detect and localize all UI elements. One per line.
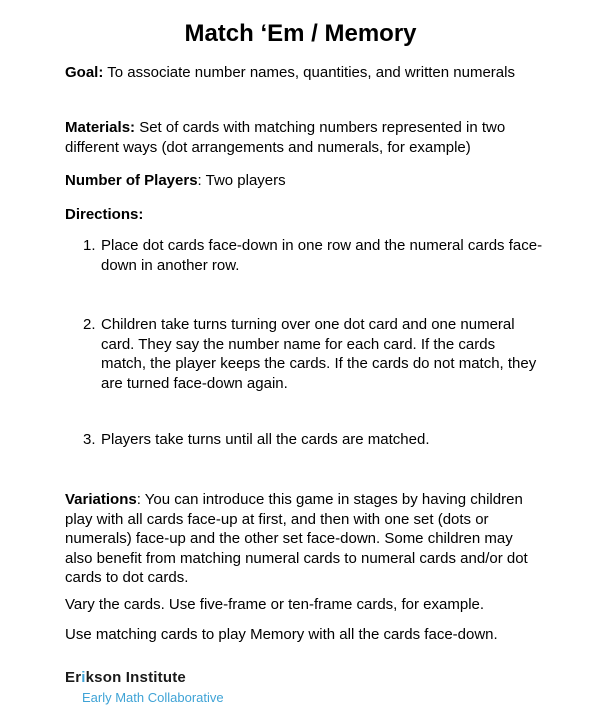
materials-paragraph bbox=[65, 118, 545, 157]
logo-name-i: i bbox=[81, 669, 86, 686]
players-label: Number of Players bbox=[65, 172, 198, 189]
materials-text: Set of cards with matching numbers represented in two different ways (dot arrangements and numerals, for example) bbox=[65, 119, 506, 156]
list-item bbox=[83, 430, 543, 450]
use-matching-paragraph: Use matching cards to play Memory with all the cards face-down. bbox=[65, 626, 498, 643]
goal-label: Goal: bbox=[65, 64, 104, 81]
variations-text: : You can introduce this game in stages by having children play with all cards face-up at first, and then with one set (dots or numerals) face-up and the other set face-down. Some children may also benefit from matching numeral cards to numeral cards and/or dot cards to dot cards. bbox=[65, 491, 528, 586]
players-paragraph bbox=[65, 171, 545, 191]
players-text: : Two players bbox=[197, 172, 286, 189]
variations-label: Variations bbox=[65, 491, 137, 508]
variations-paragraph bbox=[65, 490, 535, 588]
list-item-text: Children take turns turning over one dot card and one numeral card. They say the number name for each card. If the cards match, the player keeps the cards. If the cards do not match, they are turned face-down again. bbox=[101, 316, 537, 392]
logo-subtitle: Early Math Collaborative bbox=[82, 690, 224, 705]
list-item bbox=[83, 236, 543, 275]
materials-label: Materials: bbox=[65, 119, 136, 136]
directions-heading bbox=[65, 205, 545, 225]
list-item-number: 1. bbox=[83, 237, 96, 254]
logo-name-start: Er bbox=[65, 669, 82, 686]
goal-paragraph bbox=[65, 63, 545, 83]
directions-label: Directions: bbox=[65, 206, 144, 223]
vary-cards-paragraph: Vary the cards. Use five-frame or ten-frame cards, for example. bbox=[65, 596, 485, 613]
list-item-text: Place dot cards face-down in one row and the numeral cards face-down in another row. bbox=[101, 237, 543, 274]
goal-text: To associate number names, quantities, and written numerals bbox=[107, 64, 515, 81]
erikson-logo bbox=[65, 668, 224, 707]
logo-name-end: kson Institute bbox=[85, 669, 186, 686]
page-title: Match ‘Em / Memory bbox=[184, 20, 417, 47]
list-item-number: 3. bbox=[83, 431, 96, 448]
logo-name bbox=[65, 668, 224, 688]
list-item bbox=[83, 315, 543, 393]
list-item-number: 2. bbox=[83, 316, 96, 333]
list-item-text: Players take turns until all the cards are matched. bbox=[101, 431, 430, 448]
